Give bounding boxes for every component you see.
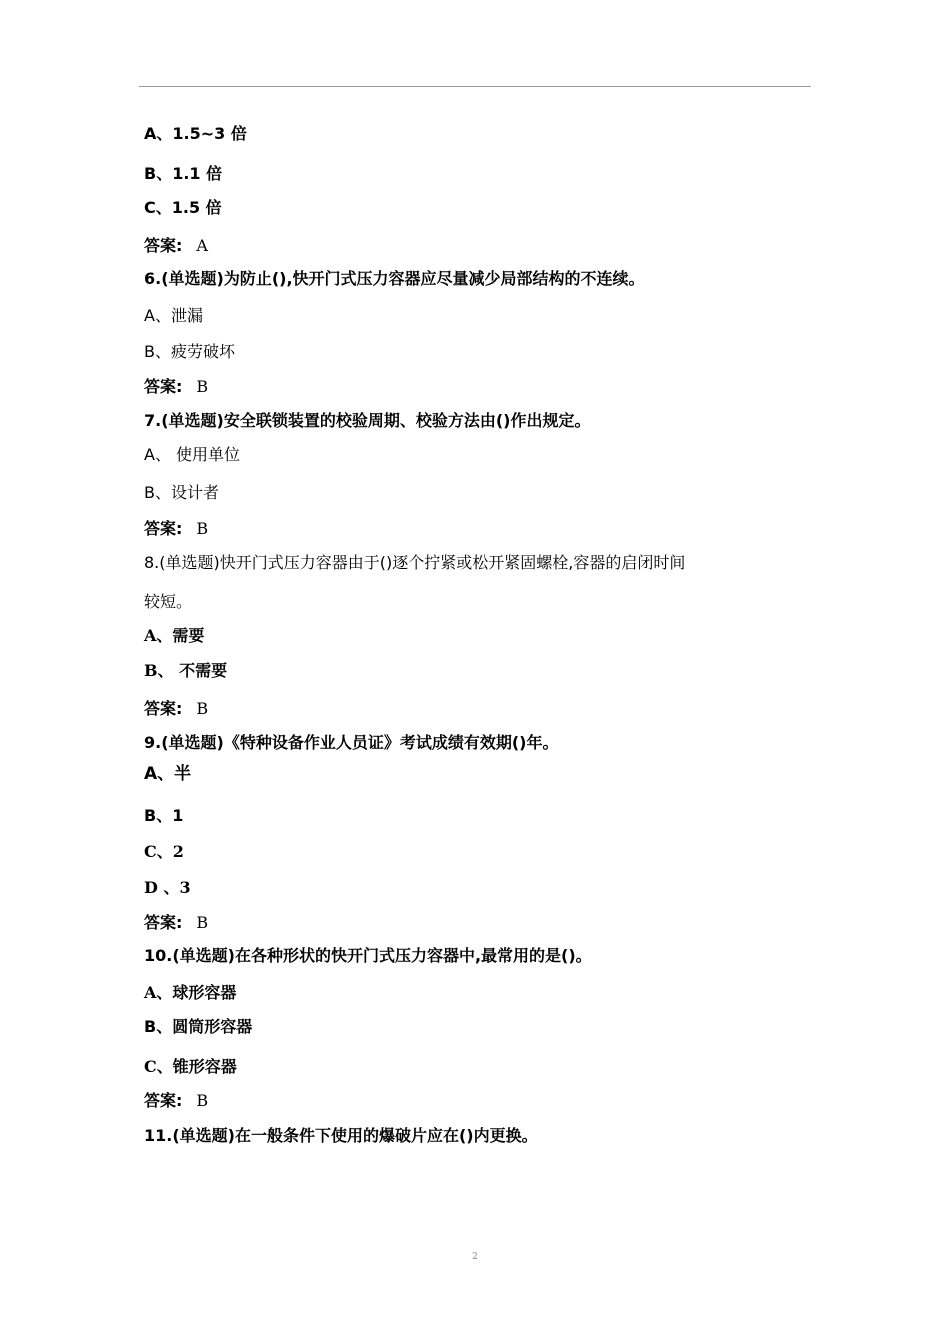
q9-option-b: B、1 <box>144 806 184 825</box>
answer-label: 答案: <box>144 699 183 718</box>
q5-answer <box>144 235 208 257</box>
q6-option-b: B、疲劳破坏 <box>144 342 235 361</box>
q5-option-b: B、1.1 倍 <box>144 164 223 183</box>
q10-option-a: A、球形容器 <box>144 983 237 1002</box>
q5-option-c: C、1.5 倍 <box>144 198 222 217</box>
q5-option-a: A、1.5~3 倍 <box>144 124 247 143</box>
q10-option-c: C、锥形容器 <box>144 1057 237 1076</box>
q6-question: 6.(单选题)为防止(),快开门式压力容器应尽量减少局部结构的不连续。 <box>144 269 645 288</box>
page-number: 2 <box>472 1252 478 1262</box>
header-rule <box>139 86 811 87</box>
answer-label: 答案: <box>144 1091 183 1110</box>
q8-option-b: B、 不需要 <box>144 661 228 680</box>
q9-option-d: D 、3 <box>144 878 191 897</box>
answer-label: 答案: <box>144 377 183 396</box>
q8-question-line1: 8.(单选题)快开门式压力容器由于()逐个拧紧或松开紧固螺栓,容器的启闭时间 <box>144 553 686 572</box>
q7-answer <box>144 518 208 540</box>
q10-answer <box>144 1090 208 1112</box>
answer-value: A <box>196 236 208 255</box>
q11-question: 11.(单选题)在一般条件下使用的爆破片应在()内更换。 <box>144 1126 538 1145</box>
q8-option-a: A、需要 <box>144 626 205 645</box>
answer-label: 答案: <box>144 236 183 255</box>
answer-value: B <box>196 913 209 932</box>
q10-question: 10.(单选题)在各种形状的快开门式压力容器中,最常用的是()。 <box>144 946 592 965</box>
q9-option-c: C、2 <box>144 842 184 861</box>
q7-option-b: B、设计者 <box>144 483 219 502</box>
q10-option-b: B、圆筒形容器 <box>144 1017 253 1036</box>
answer-value: B <box>196 699 209 718</box>
q7-question: 7.(单选题)安全联锁装置的校验周期、校验方法由()作出规定。 <box>144 411 591 430</box>
answer-label: 答案: <box>144 519 183 538</box>
answer-label: 答案: <box>144 913 183 932</box>
q8-question-line2: 较短。 <box>144 592 193 611</box>
q9-answer <box>144 912 208 934</box>
answer-value: B <box>196 1091 209 1110</box>
answer-value: B <box>196 377 209 396</box>
q6-option-a: A、泄漏 <box>144 306 203 325</box>
q8-answer <box>144 698 208 720</box>
answer-value: B <box>196 519 209 538</box>
q6-answer <box>144 376 208 398</box>
q7-option-a: A、 使用单位 <box>144 445 241 464</box>
q9-question: 9.(单选题)《特种设备作业人员证》考试成绩有效期()年。 <box>144 733 559 752</box>
q9-option-a: A、半 <box>144 764 192 784</box>
